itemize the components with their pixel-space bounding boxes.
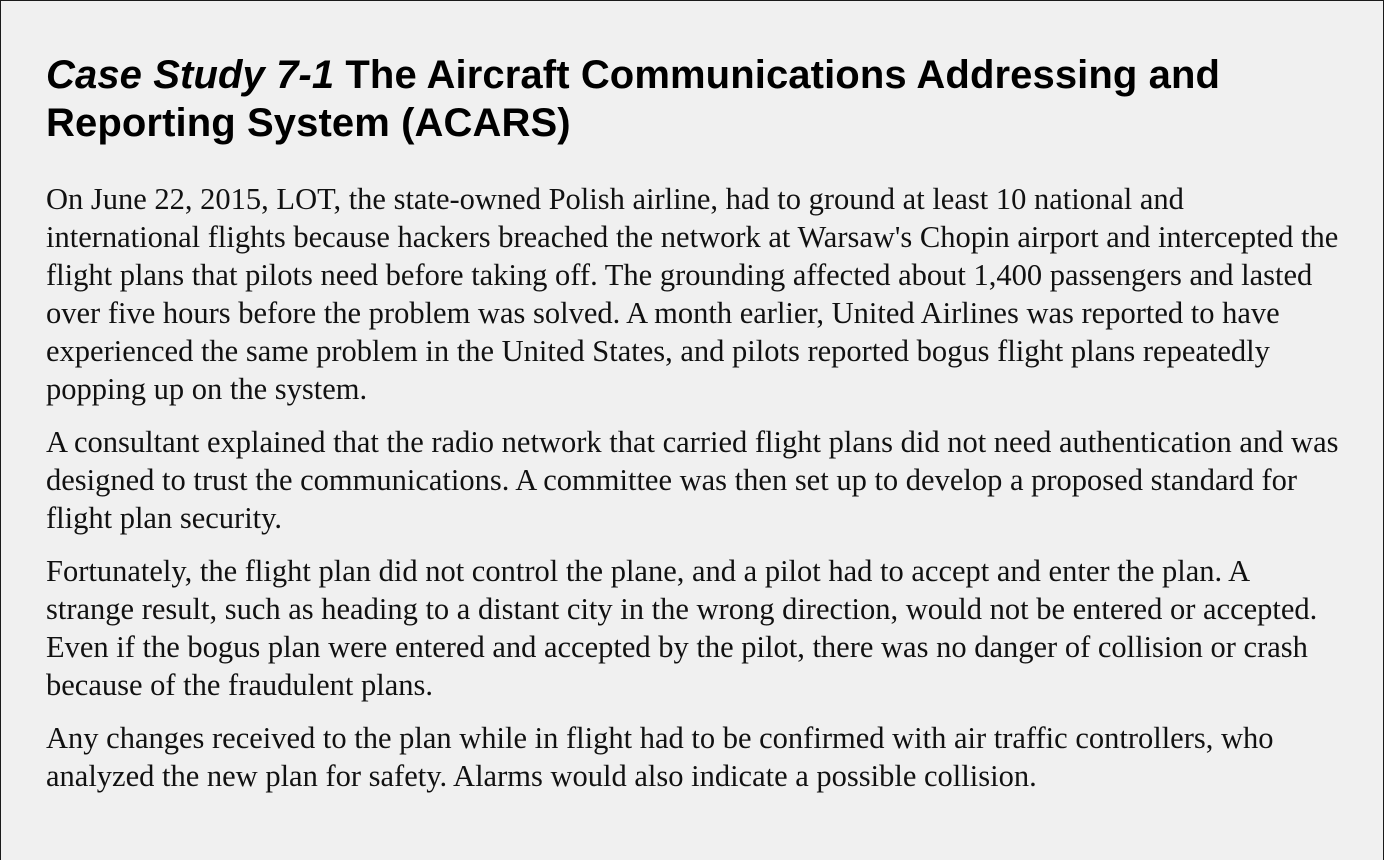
case-study-label: Case Study 7-1 [46, 53, 335, 97]
paragraph-2: A consultant explained that the radio network that carried flight plans did not need authentication and was designed to trust the communications. A committee was then set up to develop a proposed standard for flight plan security. [46, 425, 1339, 535]
case-study-heading [46, 51, 1343, 147]
case-study-title: The Aircraft Communications Addressing and Reporting System (ACARS) [46, 53, 1221, 145]
paragraph-4: Any changes received to the plan while in flight had to be confirmed with air traffic controllers, who analyzed the new plan for safety. Alarms would also indicate a possible collision. [46, 721, 1274, 793]
paragraph-3: Fortunately, the flight plan did not control the plane, and a pilot had to accept and enter the plan. A strange result, such as heading to a distant city in the wrong direction, would not be entered or accepted. Even if the bogus plan were entered and accepted by the pilot, there was no danger of collision or crash because of the fraudulent plans. [46, 554, 1318, 702]
paragraph-1: On June 22, 2015, LOT, the state-owned Polish airline, had to ground at least 10 national and international flights because hackers breached the network at Warsaw's Chopin airport and intercepted the flight plans that pilots need before taking off. The grounding affected about 1,400 passengers and lasted over five hours before the problem was solved. A month earlier, United Airlines was reported to have experienced the same problem in the United States, and pilots reported bogus flight plans repeatedly popping up on the system. [46, 182, 1339, 406]
